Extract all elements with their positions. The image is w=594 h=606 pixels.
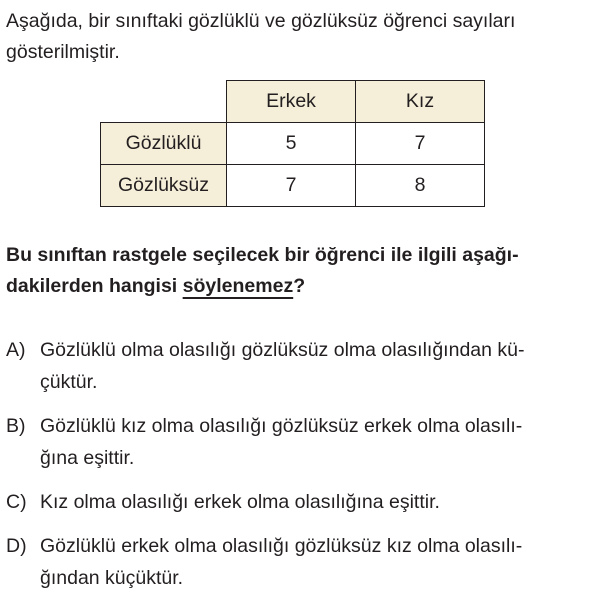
option-b-line-1: Gözlüklü kız olma olasılığı gözlüksüz erkek olma olasılı- — [40, 415, 523, 437]
table-cell: 5 — [227, 123, 356, 165]
option-b-letter: B) — [6, 415, 26, 437]
underlined-keyword: söylenemez — [182, 275, 294, 297]
option-a[interactable] — [6, 334, 590, 398]
option-b[interactable] — [6, 410, 590, 474]
column-header-kiz: Kız — [356, 81, 485, 123]
question-line-2-prefix: dakilerden hangisi — [6, 275, 183, 297]
option-a-letter: A) — [6, 339, 26, 361]
option-d-letter: D) — [6, 535, 27, 557]
table-header-row — [101, 81, 485, 123]
table-corner-cell — [101, 81, 227, 123]
table-row — [101, 165, 485, 207]
row-header-gozluksuz: Gözlüksüz — [101, 165, 227, 207]
question-line-1: Bu sınıftan rastgele seçilecek bir öğrenci ile ilgili aşağı- — [6, 244, 519, 266]
question-stem — [6, 240, 590, 302]
option-c[interactable] — [6, 486, 590, 518]
option-a-line-1: Gözlüklü olma olasılığı gözlüksüz olma olasılığından kü- — [40, 339, 525, 361]
table-cell: 7 — [227, 165, 356, 207]
option-d-line-1: Gözlüklü erkek olma olasılığı gözlüksüz kız olma olasılı- — [40, 535, 523, 557]
option-b-line-2: ğına eşittir. — [40, 447, 135, 469]
glasses-table — [100, 80, 485, 207]
option-c-line-1: Kız olma olasılığı erkek olma olasılığına eşittir. — [40, 491, 440, 513]
table-cell: 7 — [356, 123, 485, 165]
option-c-letter: C) — [6, 491, 27, 513]
question-mark: ? — [293, 275, 306, 297]
intro-line-1: Aşağıda, bir sınıftaki gözlüklü ve gözlüksüz öğrenci sayıları — [6, 10, 516, 32]
column-header-erkek: Erkek — [227, 81, 356, 123]
question-line-2 — [6, 271, 590, 302]
intro-line-2: gösterilmiştir. — [6, 41, 120, 63]
table-cell: 8 — [356, 165, 485, 207]
option-d[interactable] — [6, 530, 590, 594]
table-row — [101, 123, 485, 165]
option-d-line-2: ğından küçüktür. — [40, 567, 184, 589]
row-header-gozluklu: Gözlüklü — [101, 123, 227, 165]
option-a-line-2: çüktür. — [40, 371, 98, 393]
intro-text — [6, 6, 590, 68]
answer-options — [6, 334, 590, 606]
